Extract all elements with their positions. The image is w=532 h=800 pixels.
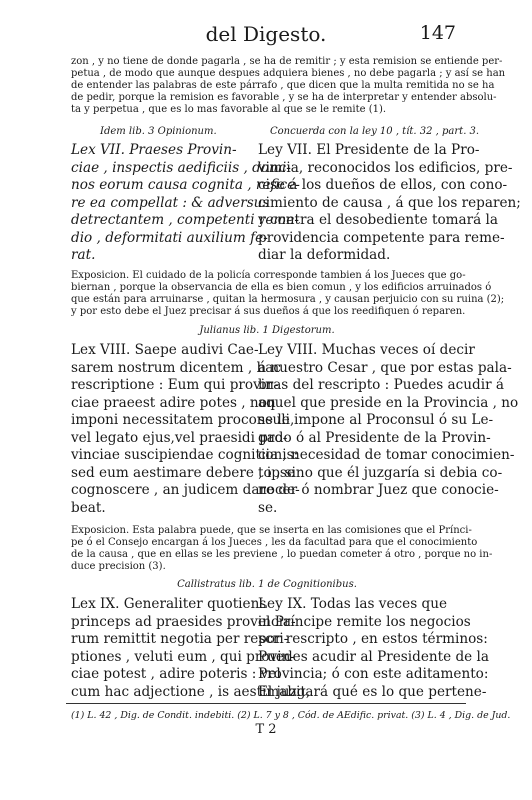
text-line: biernan , porque la observancia de ella es bien comun , y los edificios arruinados ó bbox=[71, 282, 492, 293]
latin-line: Lex IX. Generaliter quotiens bbox=[71, 596, 267, 612]
intro-paragraph bbox=[71, 56, 506, 116]
latin-line: cum hac adjectione , is aestimabit, bbox=[71, 683, 311, 700]
page-number: 147 bbox=[419, 22, 456, 44]
spanish-line: bras del rescripto : Puedes acudir á bbox=[258, 377, 505, 393]
spanish-line: se. bbox=[258, 499, 278, 516]
text-line: de entender las palabras de este párrafo , que dicen que la multa remitida no se ha bbox=[71, 80, 495, 91]
spanish-line: Puedes acudir al Presidente de la bbox=[258, 648, 489, 665]
latin-line: rat. bbox=[71, 247, 96, 263]
spanish-line: to , sino que él juzgaría si debia co- bbox=[258, 464, 503, 481]
latin-line: nos eorum causa cognita , refice- bbox=[71, 177, 300, 193]
running-head: del Digesto. bbox=[205, 22, 327, 46]
latin-line: beat. bbox=[71, 499, 106, 516]
text-line: ta y perpetua , que es lo mas favorable al que se le remite (1). bbox=[71, 104, 387, 115]
spanish-line: el Príncipe remite los negocios bbox=[258, 613, 471, 630]
latin-line: princeps ad praesides provincia- bbox=[71, 613, 296, 630]
source-caption: Julianus lib. 1 Digestorum. bbox=[199, 325, 335, 336]
latin-line: ptiones , veluti eum , qui provin- bbox=[71, 648, 295, 665]
spanish-column-ley-viii bbox=[258, 342, 519, 517]
spanish-line: diar la deformidad. bbox=[258, 247, 391, 263]
text-line: duce precision (3). bbox=[71, 561, 166, 572]
latin-line: vel legato ejus,vel praesidi pro- bbox=[71, 429, 288, 446]
exposition-paragraph bbox=[71, 525, 493, 573]
spanish-line: vincia, reconocidos los edificios, pre- bbox=[258, 159, 513, 176]
spanish-line: cia , necesidad de tomar conocimien- bbox=[258, 447, 515, 463]
latin-line: ciae praeest adire potes , non bbox=[71, 394, 276, 411]
spanish-line: á nuestro Cesar , que por estas pala- bbox=[258, 359, 512, 376]
latin-line: cognoscere , an judicem dare de- bbox=[71, 482, 300, 498]
latin-line: ciae , inspectis aedificiis , domi- bbox=[71, 159, 291, 176]
footnotes: (1) L. 42 , Dig. de Condit. indebiti. (2) L. 7 y 8 , Cód. de AEdific. privat. (3) L. 4 , Dig. de Jud. bbox=[71, 710, 511, 721]
latin-line: sed eum aestimare debere , ipse bbox=[71, 464, 295, 481]
signature-mark: T 2 bbox=[255, 722, 277, 737]
text-line: Exposicion. El cuidado de la policía corresponde tambien á los Jueces que go- bbox=[71, 270, 466, 281]
latin-line: re ea compellat : & adversus bbox=[71, 194, 270, 211]
text-line: petua , de modo que aunque despues adquiera bienes , no debe pagarla ; y así se han bbox=[71, 68, 506, 79]
spanish-line: gado ó al Presidente de la Provin- bbox=[258, 429, 491, 446]
latin-column-lex-ix bbox=[71, 596, 311, 701]
spanish-line: nocer ó nombrar Juez que conocie- bbox=[258, 482, 499, 498]
latin-column-lex-vii bbox=[71, 142, 300, 265]
latin-line: vinciae suscipiendae cognitionis: bbox=[71, 447, 299, 463]
latin-line: rescriptione : Eum qui provin- bbox=[71, 377, 279, 393]
spanish-line: Ley IX. Todas las veces que bbox=[258, 596, 447, 612]
text-line: zon , y no tiene de donde pagarla , se ha de remitir ; y esta remision se entiende per- bbox=[71, 56, 503, 67]
spanish-line: Ley VIII. Muchas veces oí decir bbox=[258, 342, 475, 358]
spanish-line: y contra el desobediente tomará la bbox=[258, 212, 499, 228]
spanish-line: por rescripto , en estos términos: bbox=[258, 631, 488, 647]
latin-line: rum remittit negotia per rescri- bbox=[71, 631, 289, 647]
text-line: pe ó el Consejo encargan á los Jueces , les da facultad para que el conocimiento bbox=[71, 537, 478, 548]
spanish-column-ley-vii bbox=[258, 142, 521, 265]
latin-line: dio , deformitati auxilium fe- bbox=[71, 229, 268, 246]
latin-line: detrectantem , competenti reme- bbox=[71, 212, 299, 228]
source-caption: Callistratus lib. 1 de Cognitionibus. bbox=[177, 579, 357, 590]
spanish-line: Ley VII. El Presidente de la Pro- bbox=[258, 142, 480, 158]
source-caption: Idem lib. 3 Opinionum. bbox=[100, 126, 217, 137]
concordance-caption: Concuerda con la ley 10 , tít. 32 , part. 3. bbox=[270, 126, 480, 137]
footnote-rule bbox=[66, 703, 466, 704]
exposition-paragraph bbox=[71, 270, 505, 318]
latin-line: sarem nostrum dicentem , hac bbox=[71, 359, 281, 376]
text-line: de pedir, porque la remision es favorable , y se ha de interpretar y entender absolu- bbox=[71, 92, 497, 103]
latin-line: Lex VIII. Saepe audivi Cae- bbox=[71, 342, 259, 358]
text-line: Exposicion. Esta palabra puede, que se inserta en las comisiones que el Prínci- bbox=[71, 525, 472, 536]
latin-line: Lex VII. Praeses Provin- bbox=[71, 142, 237, 158]
spanish-line: aquel que preside en la Provincia , no bbox=[258, 394, 519, 411]
latin-column-lex-viii bbox=[71, 342, 300, 517]
text-line: y por esto debe el Juez precisar á sus dueños á que los reedifiquen ó reparen. bbox=[71, 306, 466, 317]
spanish-line: se le impone al Proconsul ó su Le- bbox=[258, 412, 494, 428]
latin-line: imponi necessitatem proconsuli, bbox=[71, 412, 295, 428]
spanish-line: El juzgará qué es lo que pertene- bbox=[258, 683, 487, 700]
spanish-line: cise á los dueños de ellos, con cono- bbox=[258, 177, 508, 193]
text-line: de la causa , que en ellas se les previene , lo puedan cometer á otro , porque no in- bbox=[71, 549, 493, 560]
text-line: que están para arruinarse , quitan la hermosura , y causan perjuicio con su ruina (2); bbox=[71, 294, 505, 305]
latin-line: ciae potest , adire poteris : vel bbox=[71, 666, 281, 682]
spanish-column-ley-ix bbox=[258, 596, 489, 701]
spanish-line: providencia competente para reme- bbox=[258, 229, 505, 246]
spanish-line: cimiento de causa , á que los reparen; bbox=[258, 194, 521, 211]
spanish-line: Provincia; ó con este aditamento: bbox=[258, 666, 489, 682]
